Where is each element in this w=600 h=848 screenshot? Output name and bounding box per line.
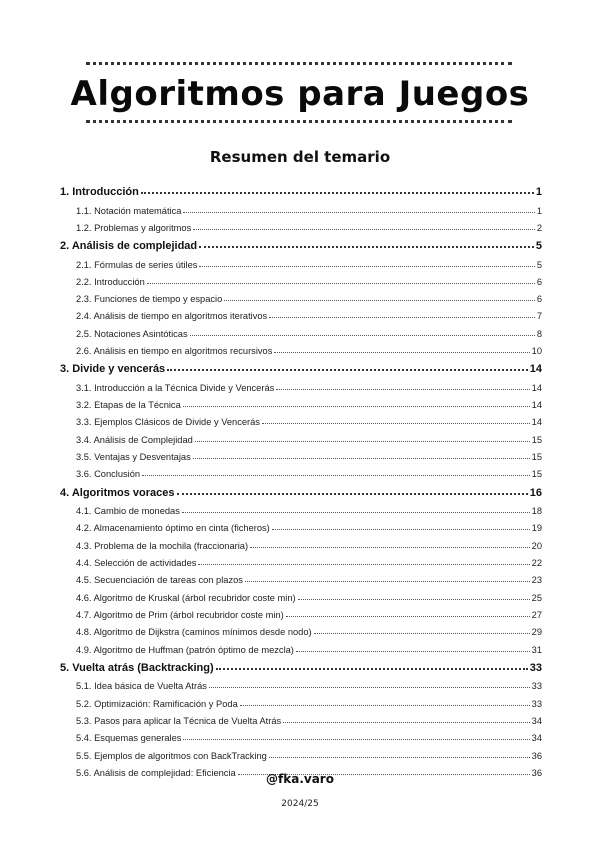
toc-page-number: 33 bbox=[531, 698, 542, 709]
toc-page-number: 33 bbox=[529, 661, 542, 674]
toc-dot-leader bbox=[195, 441, 530, 442]
toc-section-entry[interactable] bbox=[60, 294, 542, 311]
toc-entry-label: 2.3. Funciones de tiempo y espacio bbox=[76, 294, 223, 305]
toc-dot-leader bbox=[269, 757, 530, 758]
toc-entry-label: 4.8. Algoritmo de Dijkstra (caminos mínimos desde nodo) bbox=[76, 627, 312, 638]
toc-chapter-entry[interactable] bbox=[60, 186, 542, 206]
toc-section-entry[interactable] bbox=[60, 452, 542, 469]
toc-entry-label: 2.4. Análisis de tiempo en algoritmos iterativos bbox=[76, 311, 268, 322]
toc-section-entry[interactable] bbox=[60, 435, 542, 452]
toc-dot-leader bbox=[274, 352, 529, 353]
toc-section-entry[interactable] bbox=[60, 417, 542, 434]
toc-entry-label: 3.3. Ejemplos Clásicos de Divide y Vencerás bbox=[76, 417, 260, 428]
toc-dot-leader bbox=[262, 423, 530, 424]
academic-year: 2024/25 bbox=[281, 799, 319, 809]
toc-dot-leader bbox=[250, 547, 530, 548]
toc-section-entry[interactable] bbox=[60, 610, 542, 627]
toc-page-number: 14 bbox=[531, 382, 542, 393]
toc-entry-label: 4.1. Cambio de monedas bbox=[76, 506, 180, 517]
toc-section-entry[interactable] bbox=[60, 506, 542, 523]
toc-entry-label: 2.5. Notaciones Asintóticas bbox=[76, 328, 188, 339]
toc-entry-label: 4.4. Selección de actividades bbox=[76, 558, 197, 569]
toc-page-number: 14 bbox=[531, 417, 542, 428]
toc-entry-label: 4.6. Algoritmo de Kruskal (árbol recubridor coste min) bbox=[76, 592, 296, 603]
toc-dot-leader bbox=[199, 246, 534, 248]
toc-page-number: 14 bbox=[531, 400, 542, 411]
toc-dot-leader bbox=[296, 651, 530, 652]
toc-dot-leader bbox=[276, 389, 529, 390]
toc-entry-label: 1.1. Notación matemática bbox=[76, 205, 182, 216]
toc-dot-leader bbox=[147, 283, 535, 284]
toc-entry-label: 2.2. Introducción bbox=[76, 276, 145, 287]
toc-dot-leader bbox=[167, 369, 528, 371]
author-handle: @fka.varo bbox=[266, 772, 334, 786]
toc-page-number: 18 bbox=[531, 506, 542, 517]
toc-page-number: 8 bbox=[536, 328, 542, 339]
toc-section-entry[interactable] bbox=[60, 469, 542, 486]
toc-page-number: 27 bbox=[531, 609, 542, 620]
toc-section-entry[interactable] bbox=[60, 575, 542, 592]
toc-section-entry[interactable] bbox=[60, 541, 542, 558]
toc-entry-label: 3.4. Análisis de Complejidad bbox=[76, 434, 193, 445]
toc-entry-label: 4.2. Almacenamiento óptimo en cinta (ficheros) bbox=[76, 523, 270, 534]
toc-entry-label: 2. Análisis de complejidad bbox=[60, 240, 198, 253]
toc-page-number: 6 bbox=[536, 294, 542, 305]
toc-section-entry[interactable] bbox=[60, 329, 542, 346]
toc-dot-leader bbox=[193, 458, 530, 459]
toc-dot-leader bbox=[183, 212, 534, 213]
toc-entry-label: 3.1. Introducción a la Técnica Divide y Vencerás bbox=[76, 382, 275, 393]
toc-page-number: 14 bbox=[529, 363, 542, 376]
toc-section-entry[interactable] bbox=[60, 751, 542, 768]
toc-entry-label: 3.6. Conclusión bbox=[76, 469, 141, 480]
toc-section-entry[interactable] bbox=[60, 627, 542, 644]
toc-page-number: 36 bbox=[531, 750, 542, 761]
toc-dot-leader bbox=[298, 599, 530, 600]
toc-dot-leader bbox=[224, 300, 535, 301]
toc-section-entry[interactable] bbox=[60, 681, 542, 698]
toc-page-number: 22 bbox=[531, 558, 542, 569]
toc-page-number: 15 bbox=[531, 452, 542, 463]
toc-section-entry[interactable] bbox=[60, 716, 542, 733]
toc-entry-label: 4.9. Algoritmo de Huffman (patrón óptimo de mezcla) bbox=[76, 644, 294, 655]
toc-page-number: 5 bbox=[536, 259, 542, 270]
toc-section-entry[interactable] bbox=[60, 346, 542, 363]
document-subtitle: Resumen del temario bbox=[209, 148, 391, 166]
toc-entry-label: 5.4. Esquemas generales bbox=[76, 733, 182, 744]
toc-section-entry[interactable] bbox=[60, 733, 542, 750]
toc-dot-leader bbox=[142, 475, 530, 476]
document-title: Algoritmos para Juegos bbox=[70, 74, 530, 114]
toc-entry-label: 3. Divide y vencerás bbox=[60, 363, 166, 376]
toc-entry-label: 5. Vuelta atrás (Backtracking) bbox=[60, 661, 214, 674]
toc-entry-label: 1. Introducción bbox=[60, 186, 139, 198]
toc-entry-label: 4. Algoritmos voraces bbox=[60, 486, 175, 499]
toc-page-number: 1 bbox=[535, 186, 542, 198]
toc-section-entry[interactable] bbox=[60, 699, 542, 716]
toc-entry-label: 1.2. Problemas y algoritmos bbox=[76, 222, 192, 233]
toc-section-entry[interactable] bbox=[60, 400, 542, 417]
toc-entry-label: 5.3. Pasos para aplicar la Técnica de Vuelta Atrás bbox=[76, 715, 282, 726]
toc-dot-leader bbox=[183, 406, 530, 407]
toc-dot-leader bbox=[183, 739, 529, 740]
toc-dot-leader bbox=[286, 616, 530, 617]
top-dotted-rule bbox=[86, 62, 512, 65]
toc-entry-label: 2.6. Análisis en tiempo en algoritmos recursivos bbox=[76, 346, 273, 357]
toc-dot-leader bbox=[314, 633, 530, 634]
table-of-contents bbox=[60, 186, 542, 785]
toc-page-number: 23 bbox=[531, 575, 542, 586]
toc-section-entry[interactable] bbox=[60, 277, 542, 294]
toc-page-number: 5 bbox=[535, 240, 542, 253]
toc-page-number: 2 bbox=[536, 222, 542, 233]
toc-page-number: 15 bbox=[531, 434, 542, 445]
toc-entry-label: 5.2. Optimización: Ramificación y Poda bbox=[76, 698, 238, 709]
toc-dot-leader bbox=[141, 192, 534, 194]
toc-dot-leader bbox=[272, 529, 530, 530]
toc-page-number: 7 bbox=[536, 311, 542, 322]
toc-dot-leader bbox=[190, 335, 535, 336]
toc-page-number: 15 bbox=[531, 469, 542, 480]
toc-entry-label: 2.1. Fórmulas de series útiles bbox=[76, 259, 198, 270]
toc-dot-leader bbox=[216, 668, 528, 670]
toc-entry-label: 5.5. Ejemplos de algoritmos con BackTracking bbox=[76, 750, 267, 761]
toc-page-number: 29 bbox=[531, 627, 542, 638]
toc-section-entry[interactable] bbox=[60, 206, 542, 223]
toc-page-number: 33 bbox=[531, 681, 542, 692]
toc-dot-leader bbox=[193, 229, 535, 230]
toc-dot-leader bbox=[245, 581, 530, 582]
toc-section-entry[interactable] bbox=[60, 593, 542, 610]
toc-page-number: 19 bbox=[531, 523, 542, 534]
toc-page-number: 34 bbox=[531, 733, 542, 744]
toc-chapter-entry[interactable] bbox=[60, 363, 542, 383]
toc-page-number: 31 bbox=[531, 644, 542, 655]
toc-section-entry[interactable] bbox=[60, 223, 542, 240]
toc-entry-label: 3.2. Etapas de la Técnica bbox=[76, 400, 181, 411]
toc-section-entry[interactable] bbox=[60, 645, 542, 662]
toc-section-entry[interactable] bbox=[60, 260, 542, 277]
toc-dot-leader bbox=[182, 512, 530, 513]
toc-page-number: 36 bbox=[531, 767, 542, 778]
toc-section-entry[interactable] bbox=[60, 383, 542, 400]
toc-page-number: 16 bbox=[529, 486, 542, 499]
toc-dot-leader bbox=[209, 687, 530, 688]
toc-chapter-entry[interactable] bbox=[60, 240, 542, 260]
toc-section-entry[interactable] bbox=[60, 523, 542, 540]
toc-entry-label: 4.7. Algoritmo de Prim (árbol recubridor coste min) bbox=[76, 609, 284, 620]
bottom-dotted-rule bbox=[86, 120, 512, 123]
toc-dot-leader bbox=[269, 317, 535, 318]
toc-section-entry[interactable] bbox=[60, 558, 542, 575]
toc-page-number: 25 bbox=[531, 592, 542, 603]
toc-chapter-entry[interactable] bbox=[60, 487, 542, 507]
toc-entry-label: 3.5. Ventajas y Desventajas bbox=[76, 452, 191, 463]
toc-dot-leader bbox=[198, 564, 529, 565]
toc-page-number: 34 bbox=[531, 715, 542, 726]
toc-page-number: 1 bbox=[536, 205, 542, 216]
toc-section-entry[interactable] bbox=[60, 311, 542, 328]
toc-dot-leader bbox=[240, 705, 530, 706]
toc-entry-label: 4.3. Problema de la mochila (fraccionaria) bbox=[76, 540, 249, 551]
toc-entry-label: 5.6. Análisis de complejidad: Eficiencia bbox=[76, 767, 236, 778]
toc-entry-label: 5.1. Idea básica de Vuelta Atrás bbox=[76, 681, 207, 692]
toc-page-number: 20 bbox=[531, 540, 542, 551]
toc-page-number: 6 bbox=[536, 276, 542, 287]
toc-dot-leader bbox=[177, 493, 528, 495]
toc-dot-leader bbox=[199, 266, 534, 267]
toc-page-number: 10 bbox=[531, 346, 542, 357]
toc-entry-label: 4.5. Secuenciación de tareas con plazos bbox=[76, 575, 243, 586]
toc-dot-leader bbox=[283, 722, 529, 723]
toc-chapter-entry[interactable] bbox=[60, 662, 542, 682]
